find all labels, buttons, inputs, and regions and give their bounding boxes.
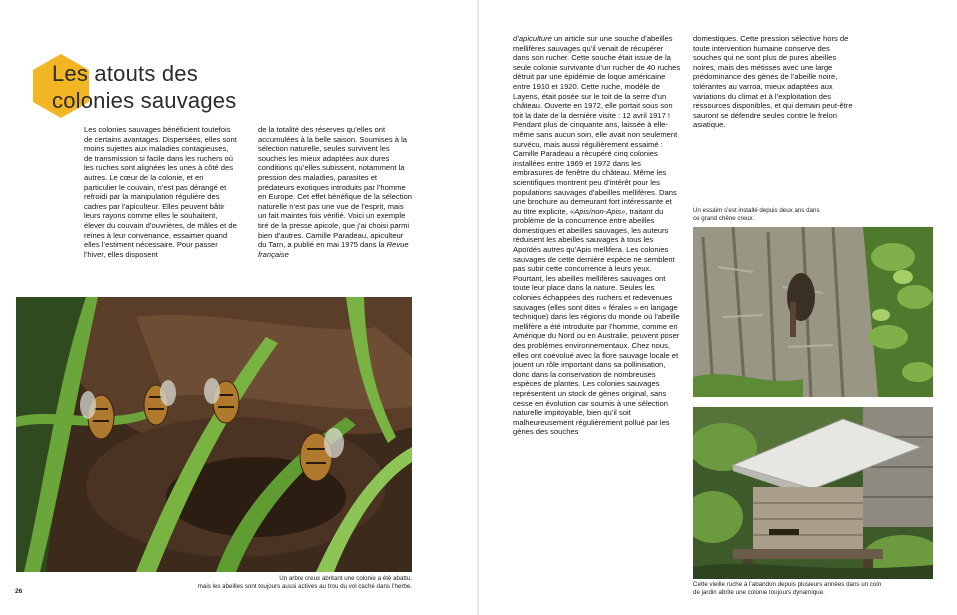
photo-bees-tree-trunk — [16, 297, 412, 572]
right-page — [479, 0, 957, 615]
right-text-column-1 — [513, 34, 681, 437]
right-text-column-2 — [693, 34, 859, 130]
caption-line-1: Cette vieille ruche à l’abandon depuis plusieurs années dans un coin — [693, 581, 882, 588]
paragraph — [258, 125, 412, 259]
bees-illustration — [16, 297, 412, 572]
photo-caption-oak — [693, 207, 873, 222]
paragraph — [513, 34, 681, 437]
photo-caption — [172, 575, 412, 590]
paragraph: Les colonies sauvages bénéficient toutefois de certains avantages. Dispersées, elles sont moins sujettes aux maladies contagieuses, de transmission si facile dans les ruchers où les ruches sont alignées les unes à côté des autres. Le cœur de la colonie, et en particulier le couvain, n’est pas dérangé et refroidi par la manipulation régulière des cadres par l’apiculteur. Elles peuvent bâtir leurs rayons comme elles le souhaitent, élever du couvain d’ouvrières, de mâles et de reines à leur convenance, essaimer quand elles l’estiment nécessaire. Pour passer l’hiver, elles disposent — [84, 125, 237, 259]
text-run: un article sur une souche d’abeilles mellifères sauvages qu’il venait de récupérer dans son rucher. Cette souche était issue de la seule colonie survivante d’un rucher de 40 ruches détruit par une épidémie de loque américaine entre 1910 et 1920. Cette ruche, modèle de Layens, était posée sur le toit de la serre d’un château. Ouverte en 1972, elle portait sous son toit la date de la dernière visite : 12 avril 1917 ! Pendant plus de cinquante ans, laissée à elle-même sans aucun soin, elle avait non seulement survécu, mais aussi régulièrement essaimé : Camille Paradeau a récupéré cinq colonies installées entre 1969 et 1972 dans les embrasures de fenêtre du château. Même les scientifiques montrent peu d’intérêt pour les populations sauvages d’abeilles mellifères. Dans une brochure au demeurant fort intéressante et au titre explicite, — [513, 34, 681, 216]
page-number: 26 — [15, 588, 23, 595]
left-text-column-2 — [258, 125, 412, 259]
section-title — [52, 60, 236, 114]
photo-hollow-oak — [693, 227, 933, 397]
photo-caption-hive — [693, 581, 943, 596]
caption-line-1: Un arbre creux abritant une colonie a été abattu, — [279, 575, 412, 582]
italic-text: «Apis/non-Apis» — [569, 206, 626, 216]
section-title-line-1: Les atouts des — [52, 61, 198, 86]
caption-line-1: Un essaim s’est installé depuis deux ans dans — [693, 207, 820, 214]
italic-text: d’apiculture — [513, 34, 552, 43]
caption-line-2: ce grand chêne creux. — [693, 214, 755, 222]
text-run: de la totalité des réserves qu’elles ont accumulées à la belle saison. Soumises à la sélection naturelle, seules survivent les souches les mieux adaptées aux dures conditions qu’elles subissent, notamment la pression des maladies, parasites et prédateurs exotiques introduits par l’homme en Europe. Cet effet bénéfique de la sélection naturelle n’est pas une vue de l’esprit, mais un fait maintes fois vérifié. Voici un exemple tiré de la presse apicole, que j’ai choisi parmi bien d’autres. Camille Paradeau, apiculteur du Tarn, a publié en mai 1975 dans la — [258, 125, 412, 250]
hive-illustration — [693, 407, 933, 579]
caption-line-2: mais les abeilles sont toujours aussi actives au trou du vol caché dans l’herbe. — [197, 582, 412, 590]
text-run: , traitant du problème de la concurrence entre abeilles domestiques et abeilles sauvages, les auteurs réduisent les abeilles sauvages à tous les Apoïdés autres qu’Apis mellifera. Les colonies sauvages de cette dernière espèce ne semblent pas subir cette concurrence à leurs yeux. Pourtant, les abeilles mellifères sauvages ont toute leur place dans la nature. Seules les colonies échappées des ruchers et redevenues sauvages (elles sont dites « férales » en langage technique) dans les régions du monde où l’abeille mellifère a été introduite par l’homme, comme en Amérique du Nord ou en Australie, peuvent poser des problèmes environnementaux. Chez nous, elles ont coévolué avec la flore sauvage locale et jouent un rôle important dans sa pollinisation, donc dans la conservation de nombreuses espèces de plantes. Les colonies sauvages représentent un stock de gènes original, sans cesse en évolution car soumis à une sélection naturelle impitoyable, bien qu’il soit malheureusement régulièrement pollué par les gènes des souches — [513, 206, 680, 437]
caption-line-2: de jardin abrite une colonie toujours dynamique. — [693, 588, 825, 596]
oak-illustration — [693, 227, 933, 397]
paragraph: domestiques. Cette pression sélective hors de toute intervention humaine conserve des souches qui ne sont plus de pures abeilles noires, mais des métisses avec une large prédominance des gènes de l’abeille noire, tolérantes au varroa, mieux adaptées aux variations du climat et à l’exploitation des ressources disponibles, et qui demain peut-être sauront se défendre seules contre le frelon asiatique. — [693, 34, 853, 130]
left-page — [0, 0, 478, 615]
section-title-line-2: colonies sauvages — [52, 88, 237, 113]
photo-old-hive — [693, 407, 933, 579]
left-text-column-1 — [84, 125, 238, 259]
italic-text: Revue française — [258, 240, 409, 259]
